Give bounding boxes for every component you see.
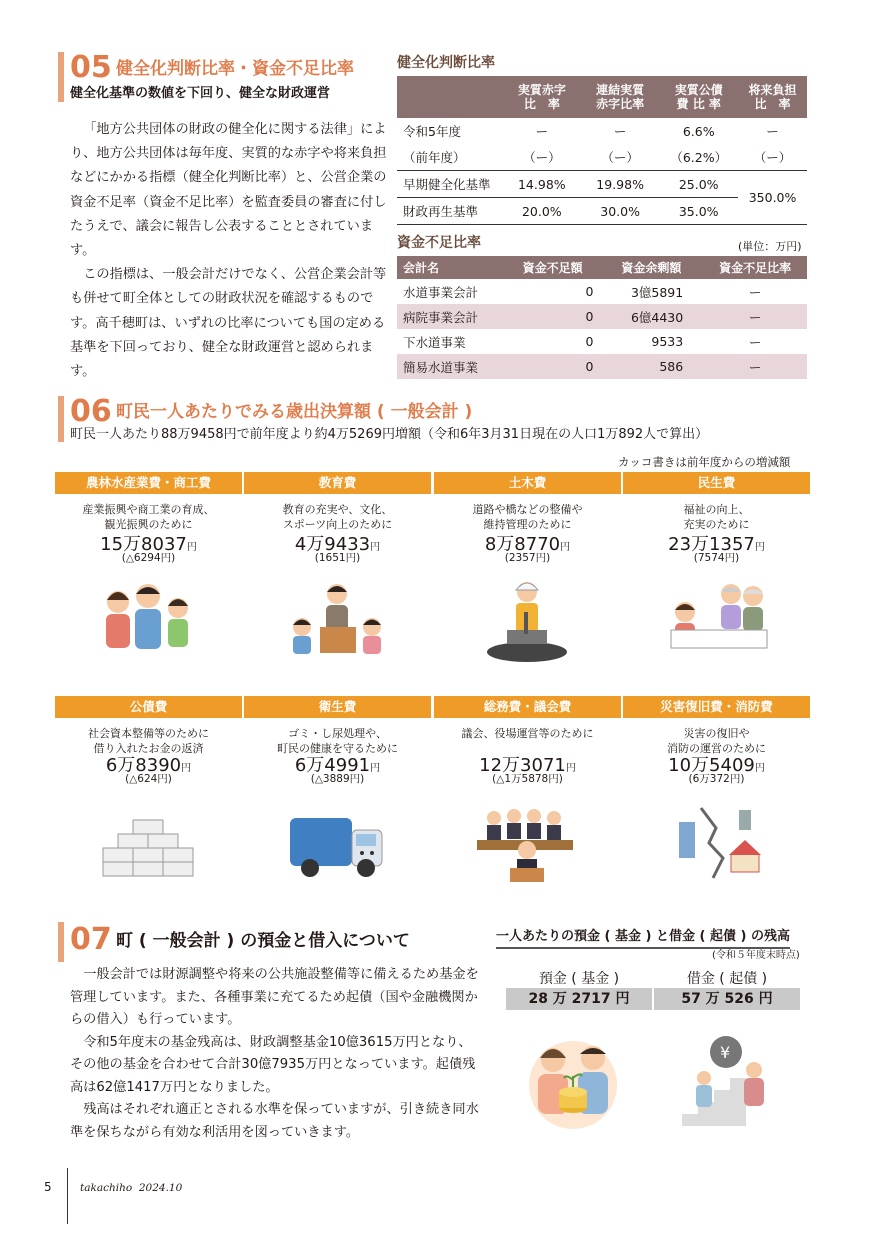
category-desc-line: 災害の復旧や xyxy=(683,727,750,740)
amount-unit: 円 xyxy=(560,542,571,553)
category-header: 公債費 xyxy=(55,696,242,718)
section-07-body xyxy=(70,964,482,1144)
section-05-bar xyxy=(58,52,64,102)
category-desc-line: 教育の充実や、文化、 xyxy=(282,503,393,516)
amount-unit: 円 xyxy=(565,763,576,774)
category-desc-line: ゴミ・し尿処理や、 xyxy=(288,727,387,740)
table-cell: 0 xyxy=(585,284,594,299)
section-05-paragraph-1: 「地方公共団体の財政の健全化に関する法律」により、地方公共団体は毎年度、実質的な赤字や将来負担などにかかる指標（健全化判断比率）と、公営企業の資金不足率（資金不足比率）を監査委員の審査に付したうえで、議会に報告し公表することとされています。 xyxy=(70,122,387,259)
ratio-table xyxy=(397,76,807,225)
disaster-icon xyxy=(661,798,771,888)
category-description xyxy=(434,502,621,532)
table-cell: 簡易水道事業 xyxy=(397,354,506,379)
category-change: (2357円) xyxy=(504,552,551,564)
table-cell: （ー） xyxy=(738,144,807,171)
shortage-table-unit: (単位：万円) xyxy=(738,240,802,253)
category-description xyxy=(244,502,431,532)
shortage-table-title: 資金不足比率 xyxy=(397,235,481,251)
amount-value: 4万9433 xyxy=(294,534,371,555)
category-change: (△6294円) xyxy=(121,552,176,564)
section-06-note: カッコ書きは前年度からの増減額 xyxy=(618,455,791,469)
amount-unit: 円 xyxy=(370,542,381,553)
category-header: 民生費 xyxy=(623,472,810,494)
table-cell: 19.98% xyxy=(581,171,659,198)
amount-unit: 円 xyxy=(754,542,765,553)
ratio-header: 将来負担 比 率 xyxy=(738,76,807,118)
category-header: 衛生費 xyxy=(244,696,431,718)
table-cell: 350.0% xyxy=(738,171,807,225)
deposit-label: 預金 ( 基金 ) xyxy=(538,971,620,987)
section-06-bar xyxy=(58,396,64,442)
family-icon xyxy=(93,572,203,662)
category-change: (△3889円) xyxy=(310,773,365,785)
table-row xyxy=(397,171,807,198)
category-change: (7574円) xyxy=(693,552,740,564)
road-worker-icon xyxy=(472,572,582,662)
category-header: 総務費・議会費 xyxy=(434,696,621,718)
category-header: 災害復旧費・消防費 xyxy=(623,696,810,718)
balance-note: (令和５年度末時点) xyxy=(712,950,800,961)
category-change: (6万372円) xyxy=(688,773,745,785)
section-06-title: 町民一人あたりでみる歳出決算額 ( 一般会計 ) xyxy=(116,402,473,422)
category-description xyxy=(434,726,621,741)
debt-burden-icon xyxy=(678,1030,782,1130)
section-06-number: 06 xyxy=(70,394,112,429)
category-header: 土木費 xyxy=(434,472,621,494)
category-description xyxy=(623,726,810,756)
amount-value: 15万8037 xyxy=(100,534,187,555)
amount-value: 23万1357 xyxy=(668,534,755,555)
table-row xyxy=(397,144,807,171)
table-cell: 30.0% xyxy=(581,198,659,225)
shortage-header: 資金不足比率 xyxy=(703,256,807,279)
amount-unit: 円 xyxy=(186,542,197,553)
section-05-body xyxy=(70,118,388,384)
ratio-header: 実質公債 費 比 率 xyxy=(659,76,738,118)
category-change: (1651円) xyxy=(314,552,361,564)
amount-unit: 円 xyxy=(754,763,765,774)
section-07-paragraph-3: 残高はそれぞれ適正とされる水準を保っていますが、引き続き同水準を保ちながら有効な利活用を図っていきます。 xyxy=(70,1102,479,1140)
shortage-header: 資金余剰額 xyxy=(599,256,703,279)
savings-couple-icon xyxy=(518,1030,628,1130)
section-07-number: 07 xyxy=(70,922,112,957)
category-change: (△1万5878円) xyxy=(492,773,563,785)
category-desc-line: 福祉の向上、 xyxy=(683,503,750,516)
table-cell: 病院事業会計 xyxy=(397,304,506,329)
section-05-subtitle: 健全化基準の数値を下回り、健全な財政運営 xyxy=(70,86,331,101)
table-cell: 下水道事業 xyxy=(403,334,466,350)
classroom-icon xyxy=(282,572,392,662)
table-cell: ー xyxy=(748,334,762,350)
footer-magazine xyxy=(80,1182,182,1194)
category-desc-line: 道路や橋などの整備や xyxy=(472,503,583,516)
table-cell: ー xyxy=(703,304,807,329)
svg-text:¥: ¥ xyxy=(720,1043,731,1062)
shortage-header: 資金不足額 xyxy=(506,256,600,279)
balance-title: 一人あたりの預金 ( 基金 ) と借金 ( 起債 ) の残高 xyxy=(496,925,790,949)
category-description xyxy=(55,502,242,532)
amount-value: 6万4991 xyxy=(294,755,371,776)
table-cell: 早期健全化基準 xyxy=(397,171,503,198)
table-cell: 0 xyxy=(585,334,594,349)
ratio-header-blank xyxy=(397,76,503,118)
category-desc-line: 借り入れたお金の返済 xyxy=(93,742,204,755)
table-row xyxy=(397,279,807,304)
table-cell: 令和5年度 xyxy=(403,124,461,139)
ratio-table-title: 健全化判断比率 xyxy=(397,55,495,71)
category-desc-line: 社会資本整備等のために xyxy=(88,727,209,740)
table-cell: 0 xyxy=(506,354,600,379)
table-cell: （6.2%） xyxy=(659,144,738,171)
table-cell: 6.6% xyxy=(682,123,715,139)
magazine-name: takachiho xyxy=(80,1182,133,1194)
category-desc-line: スポーツ向上のために xyxy=(282,518,393,531)
table-cell: （前年度） xyxy=(397,144,503,171)
section-05-paragraph-2: この指標は、一般会計だけでなく、公営企業会計等も併せて町全体としての財政状況を確認するものです。高千穂町は、いずれの比率についても国の定める基準を下回っており、健全な財政運営と認められます。 xyxy=(70,267,387,380)
table-cell: ー xyxy=(535,124,549,139)
table-cell: 35.0% xyxy=(659,198,738,225)
section-05-title: 健全化判断比率・資金不足比率 xyxy=(116,59,354,79)
category-desc-line: 消防の運営のために xyxy=(667,742,766,755)
table-row xyxy=(397,354,807,379)
table-cell: ー xyxy=(748,284,762,300)
category-desc-line: 産業振興や商工業の育成、 xyxy=(82,503,215,516)
welfare-icon xyxy=(661,572,771,662)
category-desc-line: 維持管理のために xyxy=(483,518,572,531)
amount-unit: 円 xyxy=(181,763,192,774)
page-number: 5 xyxy=(44,1180,52,1194)
table-cell: 3億5891 xyxy=(630,284,684,300)
assembly-icon xyxy=(472,798,582,888)
category-description xyxy=(623,502,810,532)
amount-value: 10万5409 xyxy=(668,755,755,776)
amount-value: 12万3071 xyxy=(479,755,566,776)
table-row xyxy=(397,118,807,144)
category-header: 教育費 xyxy=(244,472,431,494)
section-07-bar xyxy=(58,922,64,962)
section-07-paragraph-1: 一般会計では財源調整や将来の公共施設整備等に備えるため基金を管理しています。また、各種事業に充てるため起債（国や金融機関からの借入）も行っています。 xyxy=(70,967,479,1027)
category-header: 農林水産業費・商工費 xyxy=(55,472,242,494)
section-07-paragraph-2: 令和5年度末の基金残高は、財政調整基金10億3615万円となり、その他の基金を合わせて合計30億7935万円となっています。起債残高は62億1417万円となりました。 xyxy=(70,1034,476,1095)
table-cell: 20.0% xyxy=(503,198,581,225)
table-row xyxy=(397,329,807,354)
footer-divider xyxy=(67,1168,68,1224)
table-cell: 586 xyxy=(599,354,703,379)
table-cell: ー xyxy=(703,354,807,379)
category-description xyxy=(244,726,431,756)
table-cell: 9533 xyxy=(651,334,684,349)
table-cell: 14.98% xyxy=(503,171,581,198)
deposit-value: 28 万 2717 円 xyxy=(506,988,652,1010)
debt-value: 57 万 526 円 xyxy=(654,988,800,1010)
category-change: (△624円) xyxy=(125,773,172,785)
table-row xyxy=(397,304,807,329)
category-desc-line: 充実のために xyxy=(683,518,750,531)
category-desc-line: 町民の健康を守るために xyxy=(277,742,398,755)
amount-value: 8万8770 xyxy=(484,534,561,555)
ratio-header: 連結実質 赤字比率 xyxy=(581,76,659,118)
table-cell: 水道事業会計 xyxy=(403,284,479,300)
table-cell: ー xyxy=(613,124,627,139)
shortage-table xyxy=(397,256,807,379)
table-cell: 6億4430 xyxy=(599,304,703,329)
category-desc-line: 議会、役場運営等のために xyxy=(461,727,594,740)
table-cell: ー xyxy=(766,124,779,139)
section-07-title: 町 ( 一般会計 ) の預金と借入について xyxy=(116,931,410,951)
table-cell: 25.0% xyxy=(659,171,738,198)
amount-value: 6万8390 xyxy=(105,755,182,776)
table-cell: 財政再生基準 xyxy=(397,198,503,225)
table-cell: 0 xyxy=(506,304,600,329)
debt-label: 借金 ( 起債 ) xyxy=(686,971,768,987)
issue-date: 2024.10 xyxy=(138,1182,183,1194)
ratio-header: 実質赤字 比 率 xyxy=(503,76,581,118)
section-05-number: 05 xyxy=(70,50,112,85)
amount-unit: 円 xyxy=(370,763,381,774)
money-stack-icon xyxy=(93,798,203,888)
category-description xyxy=(55,726,242,756)
table-cell: （ー） xyxy=(581,144,659,171)
shortage-header: 会計名 xyxy=(397,256,506,279)
section-06-subtitle: 町民一人あたり88万9458円で前年度より約4万5269円増額（令和6年3月31日現在の人口1万892人で算出） xyxy=(70,427,709,442)
table-cell: （ー） xyxy=(503,144,581,171)
category-desc-line: 観光振興のために xyxy=(104,518,193,531)
garbage-truck-icon xyxy=(282,798,392,888)
